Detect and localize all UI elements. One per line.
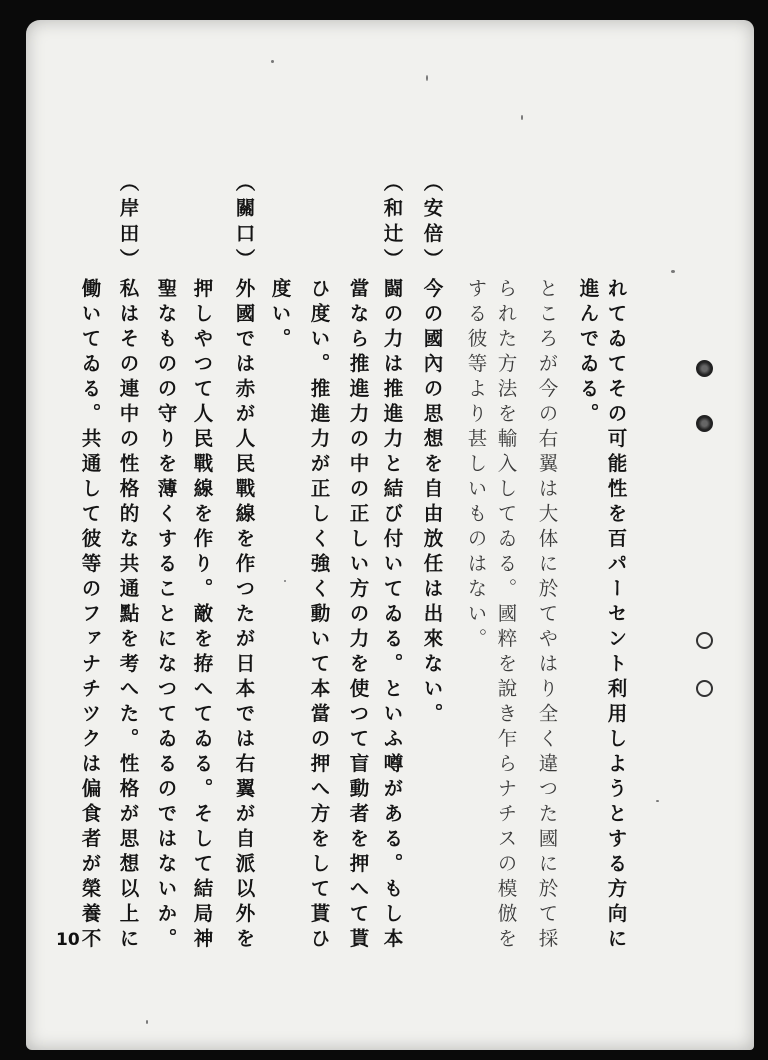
text-column: 度い。	[268, 278, 292, 353]
text-column: 今の國內の思想を自由放任は出來ない。	[420, 278, 444, 728]
text-column: ひ度い。推進力が正しく強く動いて本當の押へ方をして貰ひ	[307, 278, 331, 953]
paper-speck	[521, 115, 523, 120]
paper-speck	[271, 60, 274, 63]
speaker-label: （安倍）	[420, 172, 444, 274]
margin-dot-icon	[696, 360, 713, 377]
text-column: 進んでゐる。	[576, 278, 600, 428]
speaker-label: （關口）	[232, 172, 256, 274]
text-column: 聖なものの守りを薄くすることになつてゐるのではないか。	[154, 278, 178, 953]
text-column: 外國では赤が人民戰線を作つたが日本では右翼が自派以外を	[232, 278, 256, 953]
paper-speck	[146, 1020, 148, 1024]
paper-speck	[426, 75, 428, 81]
text-column: 私はその連中の性格的な共通點を考へた。性格が思想以上に	[116, 278, 140, 953]
page-number: 10	[56, 930, 80, 950]
text-column: 當なら推進力の中の正しい方の力を使つて盲動者を押へて貰	[346, 278, 370, 953]
book-page	[26, 20, 754, 1050]
paper-speck	[656, 800, 659, 802]
margin-circle-icon	[696, 632, 713, 649]
text-column: する彼等より甚しいものはない。	[464, 278, 488, 653]
text-column: 働いてゐる。共通して彼等のファナチツクは偏食者が榮養不	[78, 278, 102, 953]
speaker-label: （和辻）	[380, 172, 404, 274]
text-column: られた方法を輸入してゐる。國粹を說き乍らナチスの模倣を	[494, 278, 518, 953]
paper-speck	[671, 270, 675, 273]
margin-dot-icon	[696, 415, 713, 432]
margin-circle-icon	[696, 680, 713, 697]
text-column: ところが今の右翼は大体に於てやはり全く違つた國に於て採	[535, 278, 559, 953]
text-column: れてゐてその可能性を百パーセント利用しようとする方向に	[604, 278, 628, 953]
speaker-label: （岸田）	[116, 172, 140, 274]
text-column: 押しやつて人民戰線を作り。敵を拵へてゐる。そして結局神	[190, 278, 214, 953]
paper-speck	[284, 580, 286, 582]
text-column: 闘の力は推進力と結び付いてゐる。といふ噂がある。もし本	[380, 278, 404, 953]
